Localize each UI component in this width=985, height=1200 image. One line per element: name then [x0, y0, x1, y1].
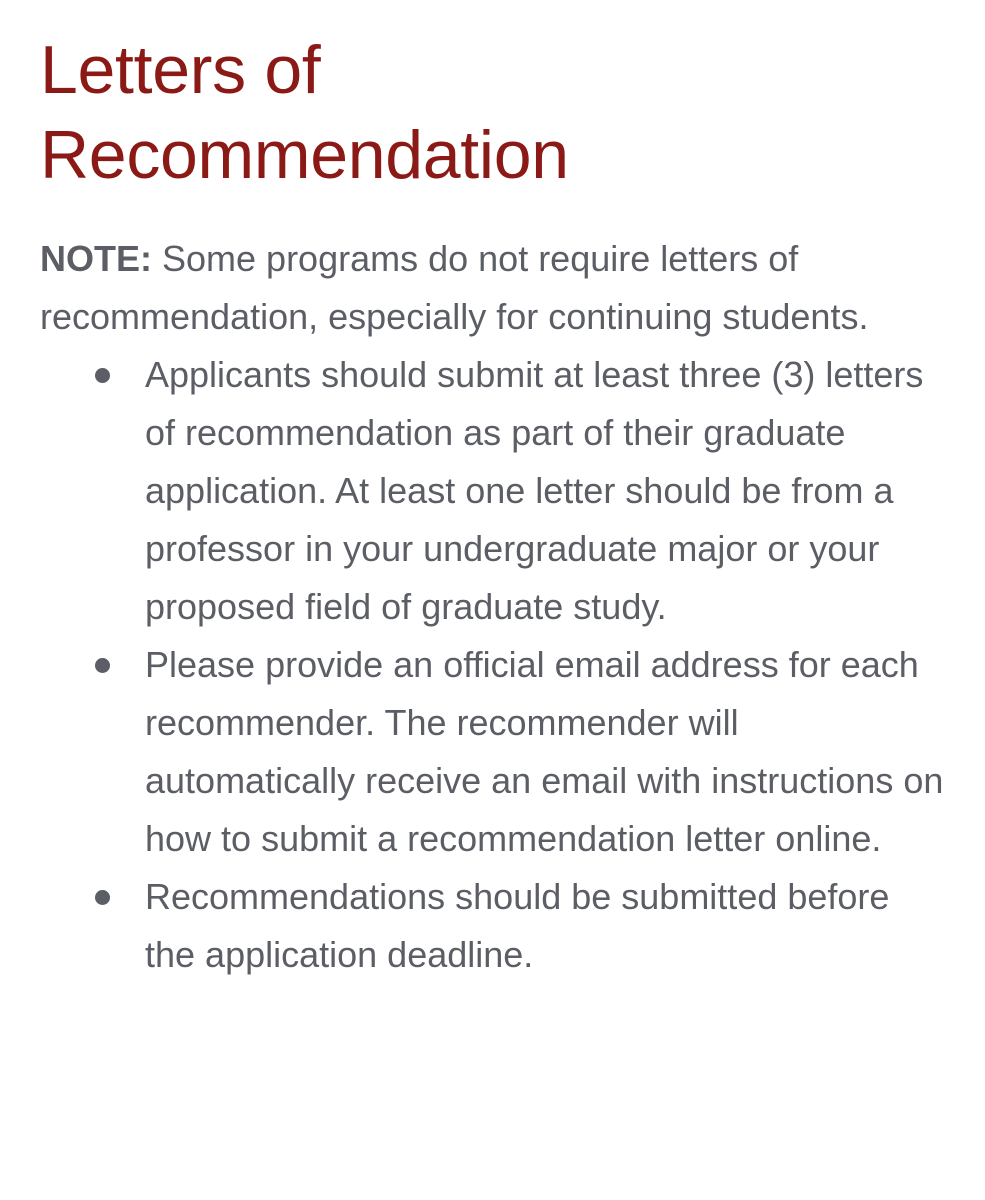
note-label: NOTE: — [40, 238, 152, 279]
note-paragraph — [40, 230, 940, 346]
page-title-line-2: Recommendation — [40, 117, 569, 193]
note-text: Some programs do not require letters of recommendation, especially for continuing students. — [40, 238, 869, 337]
requirements-list — [40, 346, 960, 984]
list-item-text: Please provide an official email address for each recommender. The recommender will automatically receive an email with instructions on how to submit a recommendation letter online. — [145, 644, 944, 859]
page-title — [40, 28, 960, 198]
bullet-icon — [95, 368, 110, 383]
list-item — [40, 346, 945, 636]
bullet-icon — [95, 890, 110, 905]
page-title-line-1: Letters of — [40, 32, 321, 108]
bullet-icon — [95, 658, 110, 673]
list-item — [40, 868, 945, 984]
list-item-text: Recommendations should be submitted before the application deadline. — [145, 876, 890, 975]
page-content — [40, 28, 960, 984]
list-item-text: Applicants should submit at least three (3) letters of recommendation as part of their graduate application. At least one letter should be from a professor in your undergraduate major or your proposed field of graduate study. — [145, 354, 924, 627]
list-item — [40, 636, 945, 868]
